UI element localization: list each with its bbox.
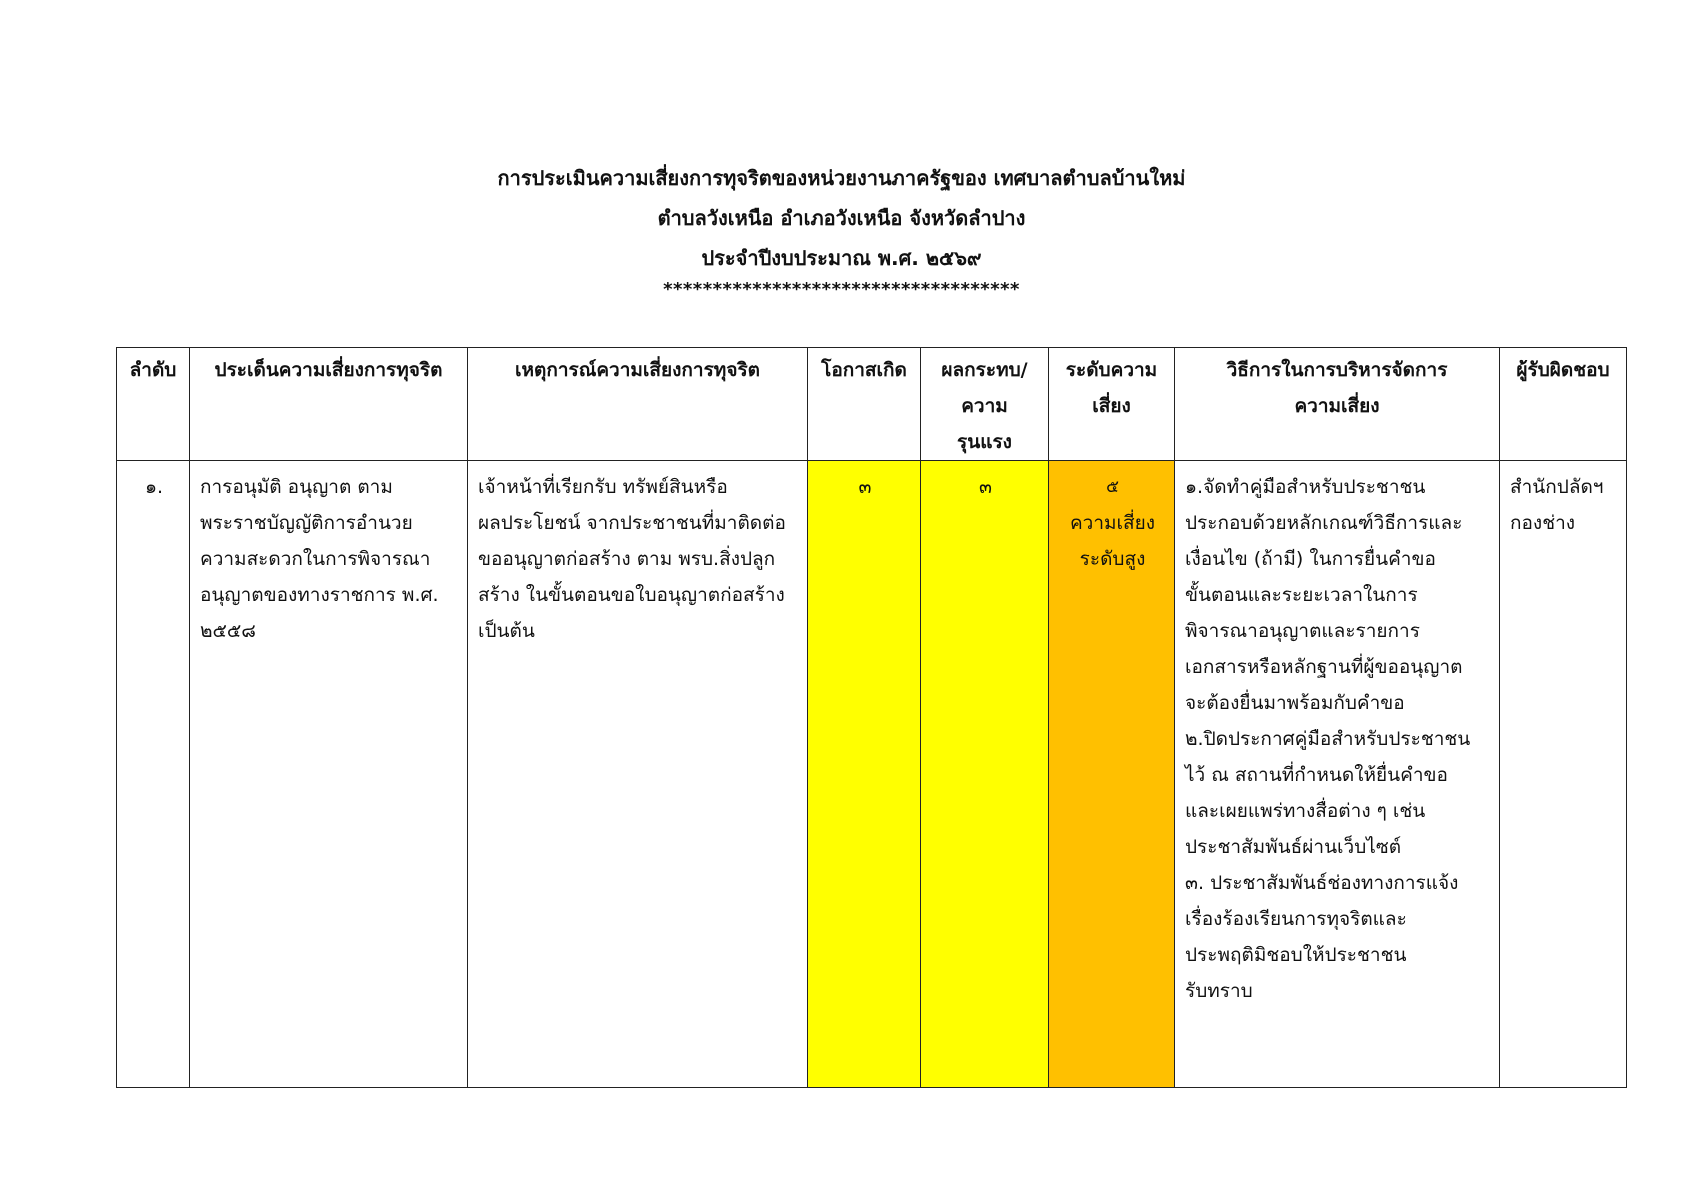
- header-owner: ผู้รับผิดชอบ: [1500, 348, 1627, 461]
- title-line-3: ประจำปีงบประมาณ พ.ศ. ๒๕๖๙: [701, 246, 982, 270]
- cell-issue: [190, 461, 468, 1088]
- method-line: รับทราบ: [1185, 980, 1253, 1002]
- header-method-line: วิธีการในการบริหารจัดการ: [1226, 359, 1448, 381]
- method-line: พิจารณาอนุญาตและรายการ: [1185, 620, 1420, 642]
- owner-line: กองช่าง: [1510, 512, 1576, 534]
- separator-stars: ************************************: [663, 279, 1020, 300]
- cell-order: ๑.: [117, 461, 190, 1088]
- header-impact-line: ความ: [961, 395, 1008, 417]
- method-line: ๑.จัดทำคู่มือสำหรับประชาชน: [1185, 476, 1426, 498]
- risk-level-text: ความเสี่ยง: [1069, 512, 1156, 534]
- header-impact: [921, 348, 1049, 461]
- header-method-line: ความเสี่ยง: [1294, 395, 1380, 417]
- title-line-2: ตำบลวังเหนือ อำเภอวังเหนือ จังหวัดลำปาง: [657, 206, 1026, 230]
- table-row: [117, 461, 1627, 1088]
- method-line: ไว้ ณ สถานที่กำหนดให้ยื่นคำขอ: [1185, 764, 1448, 786]
- header-level: [1049, 348, 1175, 461]
- method-line: และเผยแพร่ทางสื่อต่าง ๆ เช่น: [1185, 800, 1426, 822]
- header-impact-line: รุนแรง: [957, 431, 1012, 453]
- risk-level-text: ระดับสูง: [1079, 548, 1146, 570]
- header-order: ลำดับ: [117, 348, 190, 461]
- method-line: เงื่อนไข (ถ้ามี) ในการยื่นคำขอ: [1185, 548, 1436, 570]
- method-line: เอกสารหรือหลักฐานที่ผู้ขออนุญาต: [1185, 656, 1463, 678]
- event-line: ขออนุญาตก่อสร้าง ตาม พรบ.สิ่งปลูก: [478, 548, 776, 570]
- cell-risk-level: [1049, 461, 1175, 1088]
- header-likelihood: โอกาสเกิด: [808, 348, 921, 461]
- issue-line: ความสะดวกในการพิจารณา: [200, 548, 431, 570]
- header-issue: ประเด็นความเสี่ยงการทุจริต: [190, 348, 468, 461]
- event-line: เป็นต้น: [478, 620, 535, 642]
- title-line-1: การประเมินความเสี่ยงการทุจริตของหน่วยงานภาครัฐของ เทศบาลตำบลบ้านใหม่: [497, 166, 1186, 190]
- event-line: ผลประโยชน์ จากประชาชนที่มาติดต่อ: [478, 512, 786, 534]
- header-method: [1175, 348, 1500, 461]
- table-header-row: [117, 348, 1627, 461]
- header-level-line: ระดับความ: [1065, 359, 1158, 381]
- cell-method: [1175, 461, 1500, 1088]
- document-header: [0, 158, 1683, 302]
- header-event: เหตุการณ์ความเสี่ยงการทุจริต: [468, 348, 808, 461]
- owner-line: สำนักปลัดฯ: [1510, 476, 1604, 498]
- event-line: เจ้าหน้าที่เรียกรับ ทรัพย์สินหรือ: [478, 476, 728, 498]
- cell-event: [468, 461, 808, 1088]
- method-line: ประพฤติมิชอบให้ประชาชน: [1185, 944, 1407, 966]
- cell-owner: [1500, 461, 1627, 1088]
- method-line: ประกอบด้วยหลักเกณฑ์วิธีการและ: [1185, 512, 1463, 534]
- header-impact-line: ผลกระทบ/: [941, 359, 1028, 381]
- risk-assessment-table: [116, 347, 1627, 1088]
- method-line: จะต้องยื่นมาพร้อมกับคำขอ: [1185, 692, 1405, 714]
- method-line: ๒.ปิดประกาศคู่มือสำหรับประชาชน: [1185, 728, 1471, 750]
- issue-line: อนุญาตของทางราชการ พ.ศ.: [200, 584, 439, 606]
- issue-line: การอนุมัติ อนุญาต ตาม: [200, 476, 393, 498]
- issue-line: ๒๕๕๘: [200, 620, 256, 642]
- method-line: เรื่องร้องเรียนการทุจริตและ: [1185, 908, 1407, 930]
- cell-impact: ๓: [921, 461, 1049, 1088]
- event-line: สร้าง ในขั้นตอนขอใบอนุญาตก่อสร้าง: [478, 584, 785, 606]
- method-line: ประชาสัมพันธ์ผ่านเว็บไซต์: [1185, 836, 1402, 858]
- method-line: ๓. ประชาสัมพันธ์ช่องทางการแจ้ง: [1185, 872, 1459, 894]
- header-level-line: เสี่ยง: [1092, 395, 1131, 417]
- risk-level-value: ๕: [1106, 477, 1119, 497]
- method-line: ขั้นตอนและระยะเวลาในการ: [1185, 584, 1418, 606]
- issue-line: พระราชบัญญัติการอำนวย: [200, 512, 413, 534]
- cell-likelihood: ๓: [808, 461, 921, 1088]
